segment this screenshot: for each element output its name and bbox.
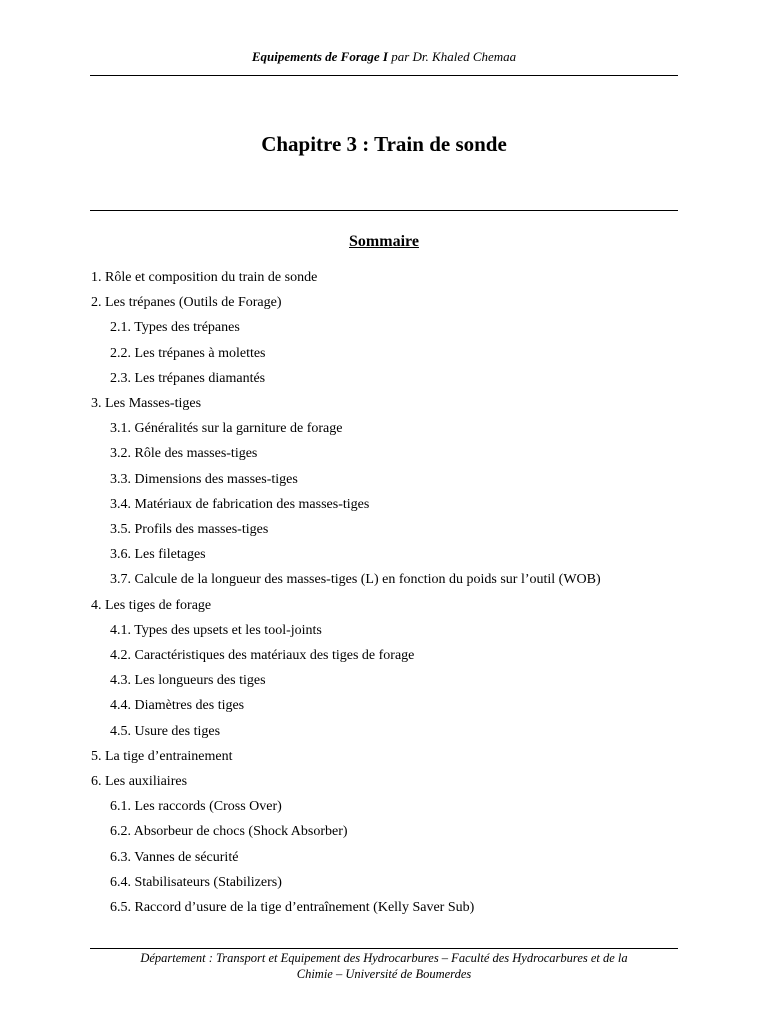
toc-item: 6.3. Vannes de sécurité bbox=[110, 849, 239, 865]
toc-item: 3.7. Calcule de la longueur des masses-tiges (L) en fonction du poids sur l’outil (WOB) bbox=[110, 572, 601, 588]
toc-item: 2. Les trépanes (Outils de Forage) bbox=[91, 295, 282, 311]
toc-item: 6. Les auxiliaires bbox=[91, 774, 188, 789]
toc-item: 6.1. Les raccords (Cross Over) bbox=[110, 799, 282, 815]
toc-item: 3.6. Les filetages bbox=[110, 547, 206, 563]
author-line: par Dr. Khaled Chemaa bbox=[391, 49, 517, 64]
sommaire-heading: Sommaire bbox=[349, 233, 419, 250]
toc-item: 4. Les tiges de forage bbox=[91, 597, 212, 613]
footer-line-1: Département : Transport et Equipement des Hydrocarbures – Faculté des Hydrocarbures et de la bbox=[140, 951, 628, 965]
footer-line-2: Chimie – Université de Boumerdes bbox=[296, 967, 472, 981]
toc-item: 2.2. Les trépanes à molettes bbox=[110, 345, 266, 361]
toc-item: 2.1. Types des trépanes bbox=[110, 320, 240, 336]
toc-item: 3.3. Dimensions des masses-tiges bbox=[110, 471, 298, 487]
toc-item: 4.2. Caractéristiques des matériaux des tiges de forage bbox=[110, 648, 415, 663]
title-rule bbox=[90, 210, 678, 211]
toc-item: 3. Les Masses-tiges bbox=[91, 396, 202, 411]
running-footer bbox=[90, 950, 678, 982]
toc-item: 2.3. Les trépanes diamantés bbox=[110, 370, 266, 386]
toc-item: 1. Rôle et composition du train de sonde bbox=[91, 270, 318, 285]
running-header bbox=[90, 49, 678, 65]
course-title: Equipements de Forage I bbox=[251, 49, 388, 64]
toc-item: 3.4. Matériaux de fabrication des masses-tiges bbox=[110, 496, 370, 512]
toc-item: 3.5. Profils des masses-tiges bbox=[110, 522, 269, 537]
toc-item: 3.2. Rôle des masses-tiges bbox=[110, 446, 258, 462]
toc-item: 3.1. Généralités sur la garniture de forage bbox=[110, 421, 343, 437]
toc-item: 5. La tige d’entrainement bbox=[91, 748, 233, 764]
toc-item: 6.2. Absorbeur de chocs (Shock Absorber) bbox=[110, 824, 348, 840]
toc-item: 6.5. Raccord d’usure de la tige d’entraînement (Kelly Saver Sub) bbox=[110, 900, 475, 915]
toc-item: 6.4. Stabilisateurs (Stabilizers) bbox=[110, 874, 282, 890]
toc-item: 4.1. Types des upsets et les tool-joints bbox=[110, 622, 322, 638]
toc-item: 4.5. Usure des tiges bbox=[110, 723, 221, 739]
chapter-title: Chapitre 3 : Train de sonde bbox=[261, 132, 507, 156]
header-rule bbox=[90, 75, 678, 76]
footer-rule bbox=[90, 948, 678, 949]
toc-item: 4.3. Les longueurs des tiges bbox=[110, 673, 266, 689]
toc-item: 4.4. Diamètres des tiges bbox=[110, 698, 245, 714]
